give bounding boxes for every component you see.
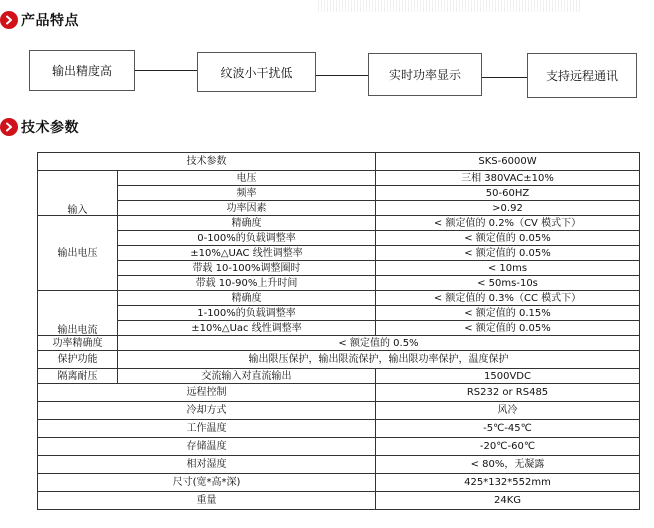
table-row [38,276,640,291]
param-label: 电压 [118,171,376,186]
table-row [38,456,640,474]
param-label: 相对湿度 [38,456,376,474]
param-value: 1500VDC [376,369,640,384]
group-label-output-current: 输出电流 [38,291,118,336]
table-row [38,216,640,231]
param-value: 输出限压保护，输出限流保护，输出限功率保护，温度保护 [118,351,640,369]
param-label: 工作温度 [38,420,376,438]
param-value: < 额定值的 0.15% [376,306,640,321]
table-row [38,369,640,384]
table-row [38,336,640,351]
param-value: 50-60HZ [376,186,640,201]
table-row [38,351,640,369]
param-label: ±10%△UAC 线性调整率 [118,246,376,261]
param-label: 带载 10-90%上升时间 [118,276,376,291]
connector-line [134,70,198,71]
features-heading [0,9,79,31]
param-value: < 额定值的 0.05% [376,246,640,261]
param-label: 存储温度 [38,438,376,456]
param-value: -20℃-60℃ [376,438,640,456]
table-row [38,420,640,438]
param-value: < 额定值的 0.5% [118,336,640,351]
connector-line [315,75,369,76]
feature-label: 输出精度高 [51,64,112,78]
feature-label: 纹波小干扰低 [220,65,293,80]
table-row [38,438,640,456]
table-row [38,402,640,420]
spec-table [37,152,640,510]
param-value: 24KG [376,492,640,510]
group-label-input: 输入 [38,171,118,216]
table-row [38,261,640,276]
top-decorative-strip [318,0,580,12]
table-row [38,321,640,336]
header-model: SKS-6000W [376,153,640,171]
param-label: 保护功能 [38,351,118,369]
table-row [38,474,640,492]
param-label: 0-100%的负载调整率 [118,231,376,246]
param-label: 1-100%的负载调整率 [118,306,376,321]
feature-box-precision [29,50,135,91]
feature-box-power-display [368,53,482,96]
param-label: ±10%△Uac 线性调整率 [118,321,376,336]
feature-label: 支持远程通讯 [545,69,618,83]
connector-line [481,77,528,78]
params-heading [0,116,79,138]
param-label: 功率因素 [118,201,376,216]
table-row [38,246,640,261]
param-label: 重量 [38,492,376,510]
feature-box-remote-comm [527,53,637,98]
param-label: 隔离耐压 [38,369,118,384]
header-label: 技术参数 [38,153,376,171]
param-value: 风冷 [376,402,640,420]
param-value: < 10ms [376,261,640,276]
table-row [38,291,640,306]
param-value: < 80%，无凝露 [376,456,640,474]
param-value: < 额定值的 0.3%（CC 模式下） [376,291,640,306]
table-row [38,171,640,186]
table-header-row [38,153,640,171]
table-row [38,384,640,402]
param-value: -5℃-45℃ [376,420,640,438]
param-label: 尺寸(宽*高*深) [38,474,376,492]
table-row [38,492,640,510]
table-row [38,306,640,321]
param-value: >0.92 [376,201,640,216]
param-label: 带载 10-100%调整圈时 [118,261,376,276]
param-label: 冷却方式 [38,402,376,420]
chevron-right-icon [0,118,18,136]
group-label-output-voltage: 输出电压 [38,216,118,291]
param-value: RS232 or RS485 [376,384,640,402]
param-label: 精确度 [118,216,376,231]
features-title: 产品特点 [21,13,79,29]
param-value: < 额定值的 0.2%（CV 模式下） [376,216,640,231]
param-label: 精确度 [118,291,376,306]
param-label: 功率精确度 [38,336,118,351]
table-row [38,231,640,246]
chevron-right-icon [0,11,18,29]
feature-label: 实时功率显示 [388,68,461,82]
param-label: 频率 [118,186,376,201]
param-value: 425*132*552mm [376,474,640,492]
param-sublabel: 交流输入对直流输出 [118,369,376,384]
param-value: < 额定值的 0.05% [376,321,640,336]
table-row [38,201,640,216]
table-row [38,186,640,201]
feature-box-low-ripple [197,52,316,92]
params-title: 技术参数 [21,120,79,136]
param-value: 三相 380VAC±10% [376,171,640,186]
param-label: 远程控制 [38,384,376,402]
param-value: < 50ms-10s [376,276,640,291]
param-value: < 额定值的 0.05% [376,231,640,246]
